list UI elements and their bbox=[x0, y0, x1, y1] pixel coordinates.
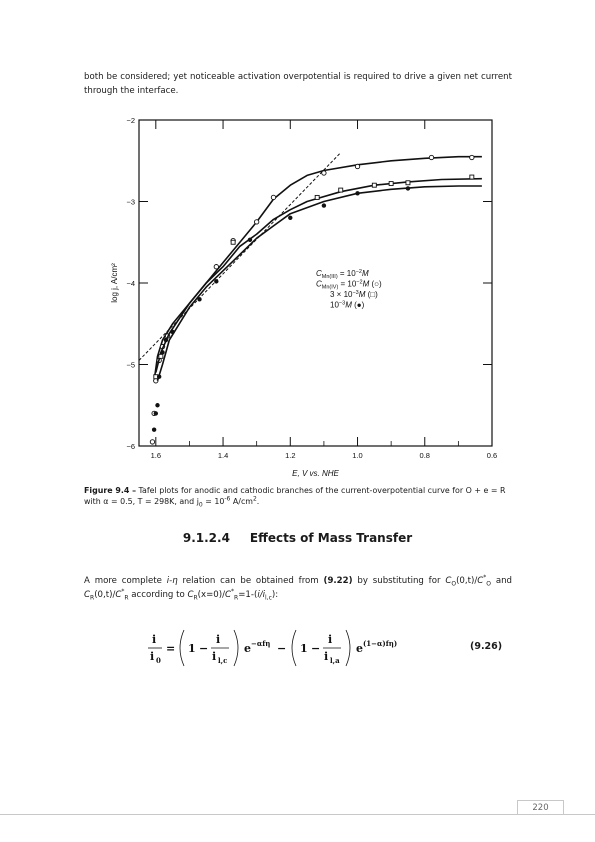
p-text: and bbox=[491, 576, 512, 586]
eq-i0-sub: 0 bbox=[156, 656, 161, 665]
figure-caption bbox=[84, 486, 514, 507]
caption-text: . bbox=[256, 496, 260, 506]
data-point-filled-circle bbox=[355, 191, 359, 195]
data-point-open-circle bbox=[214, 265, 218, 269]
data-point-filled-circle bbox=[288, 216, 292, 220]
y-tick-label: −3 bbox=[126, 197, 135, 207]
footer-rule bbox=[0, 814, 595, 815]
x-tick-label: 1.4 bbox=[217, 451, 229, 460]
eq-minus-3: − bbox=[311, 642, 321, 655]
eq-i-num-2: i bbox=[328, 633, 333, 646]
p-text: =1-( bbox=[238, 590, 258, 600]
x-tick-label: 0.8 bbox=[419, 451, 430, 460]
legend-entry: $10^{-3}M$ (●) bbox=[330, 300, 365, 310]
p-ital: C bbox=[84, 590, 91, 600]
data-point-open-circle bbox=[150, 440, 154, 444]
p-text: according to bbox=[128, 590, 188, 600]
p-sub: R bbox=[193, 594, 198, 602]
y-tick-label: −5 bbox=[126, 360, 135, 370]
caption-text: Tafel plots for anodic and cathodic branches of the current-overpotential curve for O + e = R with α = 0.5, T = 298K, and j bbox=[84, 486, 506, 506]
data-point-filled-circle bbox=[406, 186, 410, 190]
p-sup: * bbox=[483, 574, 487, 582]
eq-one: 1 bbox=[188, 642, 196, 655]
data-point-open-square bbox=[315, 195, 319, 199]
p-sub: R bbox=[90, 594, 95, 602]
p-sub: R bbox=[234, 594, 239, 602]
y-tick-label: −2 bbox=[126, 116, 135, 125]
data-point-open-square bbox=[372, 183, 376, 187]
eq-e: e bbox=[244, 642, 251, 655]
p-text: by substituting for bbox=[352, 576, 446, 586]
eq-equals: = bbox=[166, 642, 176, 655]
eq-i0: i bbox=[150, 650, 155, 663]
p-ital: C bbox=[477, 576, 484, 586]
equation-9-26 bbox=[148, 624, 438, 672]
caption-label: Figure 9.4 – bbox=[84, 486, 137, 495]
eq-ilc-sub: l,c bbox=[218, 656, 228, 665]
data-point-open-square bbox=[389, 182, 393, 186]
caption-text: A/cm bbox=[230, 496, 253, 506]
y-tick-label: −4 bbox=[126, 279, 135, 288]
data-point-open-square bbox=[231, 240, 235, 244]
legend-entry: $C_{Mn(III)} = 10^{-2}M$ bbox=[316, 269, 369, 280]
paragraph-intro: both be considered; yet noticeable activation overpotential is required to drive a given net current through the interface. bbox=[84, 72, 512, 96]
p-sub: R bbox=[124, 594, 129, 602]
p-text: (0,t)/ bbox=[456, 576, 478, 586]
p-text: (0,t)/ bbox=[94, 590, 116, 600]
eq-minus: − bbox=[199, 642, 209, 655]
data-point-filled-circle bbox=[322, 203, 326, 207]
p-ital: i-η bbox=[166, 576, 178, 586]
x-tick-label: 0.6 bbox=[486, 451, 498, 460]
data-point-filled-circle bbox=[157, 375, 161, 379]
data-point-open-circle bbox=[470, 155, 474, 159]
page-number: 220 bbox=[517, 800, 564, 815]
eq-i-num: i bbox=[216, 633, 221, 646]
p-ital: C bbox=[225, 590, 232, 600]
eq-i: i bbox=[152, 633, 157, 646]
equation-number: (9.26) bbox=[470, 641, 503, 652]
legend-entry: $C_{Mn(IV)} = 10^{-2}M$ (○) bbox=[316, 279, 382, 291]
eq-ila: i bbox=[324, 650, 329, 663]
data-point-filled-circle bbox=[152, 428, 156, 432]
p-ital: C bbox=[115, 590, 122, 600]
eq-one-2: 1 bbox=[300, 642, 308, 655]
paragraph-mass-transfer bbox=[84, 574, 512, 602]
legend-entry: $3 \times 10^{-3}M$ (□) bbox=[330, 290, 378, 299]
data-point-filled-circle bbox=[164, 338, 168, 342]
equation-reference: (9.22) bbox=[323, 576, 353, 586]
section-heading bbox=[0, 531, 595, 545]
p-sub: O bbox=[486, 580, 491, 588]
data-point-filled-circle bbox=[170, 330, 174, 334]
eq-exp1: −αfη bbox=[251, 639, 271, 648]
data-point-filled-circle bbox=[154, 411, 158, 415]
p-sub: O bbox=[451, 580, 457, 588]
p-sup: * bbox=[121, 588, 125, 596]
section-title: Effects of Mass Transfer bbox=[249, 531, 413, 545]
x-axis-label: E, V vs. NHE bbox=[292, 469, 339, 478]
p-ital: C bbox=[445, 576, 452, 586]
y-axis-label: log j, A/cm² bbox=[110, 263, 119, 303]
footer-spacer bbox=[0, 800, 517, 814]
eq-e-2: e bbox=[356, 642, 363, 655]
x-tick-label: 1.2 bbox=[285, 451, 296, 460]
eq-exp2: (1−α)fη) bbox=[363, 639, 398, 648]
caption-sup: -6 bbox=[224, 494, 231, 502]
data-point-filled-circle bbox=[248, 238, 252, 242]
section-number: 9.1.2.4 bbox=[182, 531, 230, 545]
caption-sub: 0 bbox=[198, 501, 203, 509]
p-ital: C bbox=[187, 590, 194, 600]
p-text: A more complete bbox=[84, 576, 167, 586]
data-point-filled-circle bbox=[160, 350, 164, 354]
data-point-open-circle bbox=[271, 195, 275, 199]
data-point-filled-circle bbox=[214, 279, 218, 283]
data-point-filled-circle bbox=[155, 403, 159, 407]
x-tick-label: 1.6 bbox=[150, 451, 162, 460]
p-sup: * bbox=[231, 588, 235, 596]
p-sub: l,c bbox=[265, 594, 272, 602]
data-point-open-square bbox=[339, 188, 343, 192]
p-text: relation can be obtained from bbox=[177, 576, 324, 586]
data-point-filled-circle bbox=[197, 297, 201, 301]
eq-minus-2: − bbox=[277, 642, 287, 655]
p-text: ): bbox=[271, 590, 279, 600]
data-point-open-square bbox=[159, 354, 163, 358]
data-point-open-circle bbox=[429, 155, 433, 159]
data-point-open-square bbox=[470, 175, 474, 179]
p-text: (x=0)/ bbox=[197, 590, 226, 600]
eq-ilc: i bbox=[212, 650, 217, 663]
caption-sup: 2 bbox=[252, 494, 257, 502]
data-point-open-square bbox=[406, 181, 410, 185]
data-point-open-circle bbox=[322, 171, 326, 175]
p-ital: i/i bbox=[257, 590, 266, 600]
eq-ila-sub: l,a bbox=[330, 656, 340, 665]
y-tick-label: −6 bbox=[126, 442, 135, 451]
caption-text: = 10 bbox=[202, 496, 225, 506]
x-tick-label: 1.0 bbox=[352, 451, 363, 460]
tafel-figure bbox=[100, 105, 500, 490]
data-point-open-circle bbox=[254, 220, 258, 224]
data-point-open-circle bbox=[355, 164, 359, 168]
